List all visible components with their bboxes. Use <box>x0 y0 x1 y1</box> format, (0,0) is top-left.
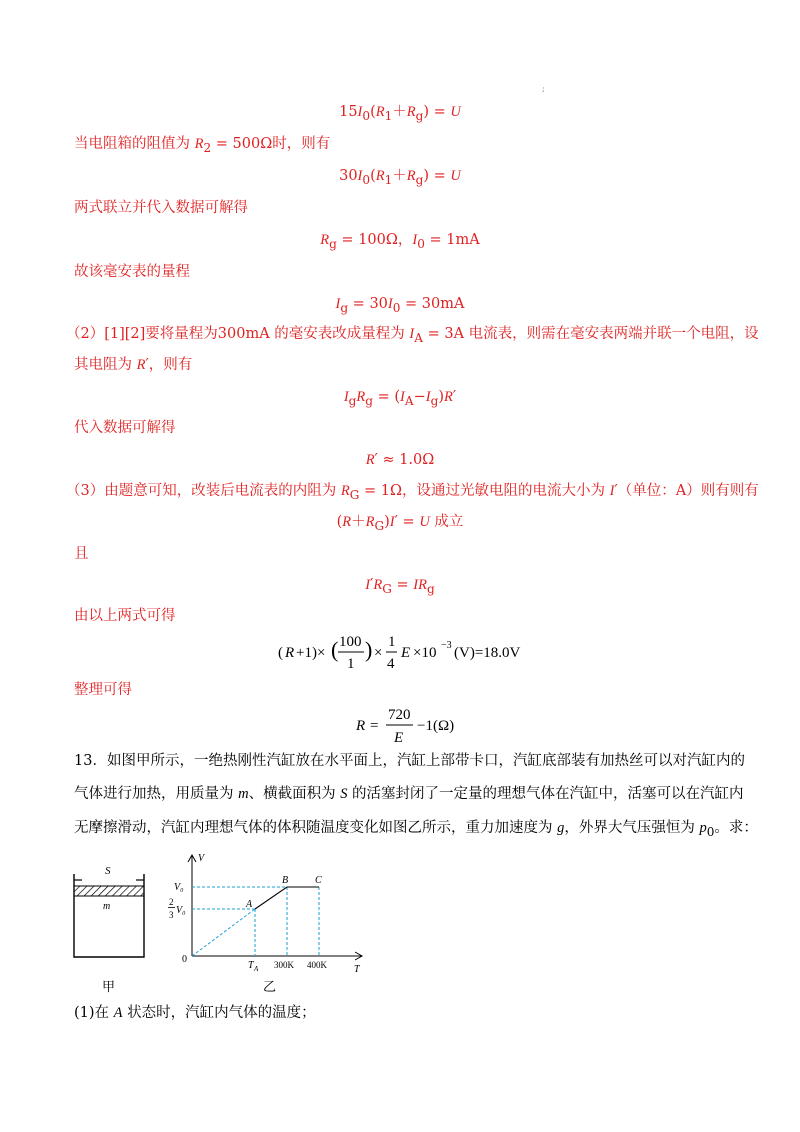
point-B: B <box>282 875 289 886</box>
label-m: m <box>103 901 111 912</box>
figure-cylinder <box>70 860 150 966</box>
svg-text:100: 100 <box>339 634 362 650</box>
xtick-TA-sub: A <box>254 965 259 973</box>
svg-text:E: E <box>394 730 404 746</box>
svg-text:−3: −3 <box>441 640 452 651</box>
text-line-9: 其电阻为 R′，则有 <box>74 357 193 373</box>
point-A: A <box>246 899 253 910</box>
formula-line-5: $R_g = 100\Omega$，$I_0 = 1mA$ <box>320 232 480 251</box>
svg-text:(V)=18.0V: (V)=18.0V <box>454 645 521 661</box>
formula-line-18 <box>276 630 526 674</box>
xtick-TA: T <box>248 960 254 971</box>
svg-text:(: ( <box>278 645 283 661</box>
question-line-2: 气体进行加热，用质量为 m、横截面积为 S 的活塞封闭了一定量的理想气体在汽缸中，活塞可以在汽缸内 <box>74 786 744 802</box>
formula-line-12: R′ ≈ 1.0Ω <box>365 452 435 468</box>
svg-text:(: ( <box>331 637 339 662</box>
xlabel: T <box>354 964 360 975</box>
xtick-400: 400K <box>307 960 327 970</box>
text-line-2: 当电阻箱的阻值为 $R_2 = 500\Omega$时，则有 <box>74 136 331 155</box>
ytick-three: 3 <box>169 910 174 920</box>
svg-text:×: × <box>374 645 383 661</box>
corner-mark: ; <box>542 84 545 93</box>
text-line-4: 两式联立并代入数据可解得 <box>74 200 248 216</box>
svg-text:−1(Ω): −1(Ω) <box>417 718 455 734</box>
caption-jia: 甲 <box>102 980 116 995</box>
ylabel: V <box>198 853 205 864</box>
ytick-V0b: V₀ <box>176 905 186 916</box>
formula-line-14: $(R+R_G)I' = U$ 成立 <box>336 514 464 533</box>
origin: 0 <box>182 954 187 965</box>
formula-line-20 <box>354 702 464 750</box>
svg-text:R: R <box>285 645 295 661</box>
text-line-8: （2）[1][2]要将量程为300mA 的毫安表改成量程为 $I_A = 3A$ 电流表，则需在毫安表两端并联一个电阻，设 <box>66 326 759 345</box>
text-line-15: 且 <box>74 546 89 562</box>
text-line-17: 由以上两式可得 <box>74 608 176 624</box>
svg-text:4: 4 <box>387 656 395 672</box>
ytick-two: 2 <box>169 897 174 907</box>
svg-text:720: 720 <box>388 707 411 723</box>
label-S: S <box>105 865 111 877</box>
ytick-V0: V₀ <box>174 882 184 893</box>
svg-text:+1)×: +1)× <box>296 645 326 661</box>
caption-yi: 乙 <box>263 980 277 995</box>
formula-line-16: $I'R_G = IR_g$ <box>365 577 435 596</box>
svg-text:R: R <box>356 718 366 734</box>
question-line-1: 13．如图甲所示，一绝热刚性汽缸放在水平面上，汽缸上部带卡口，汽缸底部装有加热丝可以对汽缸内的 <box>74 753 745 769</box>
svg-text:×10: ×10 <box>413 645 437 661</box>
svg-text:1: 1 <box>347 656 355 672</box>
svg-text:E: E <box>401 645 411 661</box>
svg-text:): ) <box>365 637 373 662</box>
text-line-13: （3）由题意可知，改装后电流表的内阻为 $R_G = 1\Omega$，设通过光敏电阻的电流大小为 I′（单位：A）则有则有 <box>66 483 759 502</box>
formula-line-10: $I_gR_g = (I_A-I_g)R'$ <box>343 389 457 408</box>
text-line-11: 代入数据可解得 <box>74 420 176 436</box>
svg-text:1: 1 <box>388 634 396 650</box>
question-line-3: 无摩擦滑动，汽缸内理想气体的体积随温度变化如图乙所示，重力加速度为 g，外界大气压强恒为 $p_0$。求： <box>74 820 758 839</box>
svg-text:=: = <box>370 718 379 734</box>
formula-line-3: $30I_0(R_1+R_g) = U$ <box>339 168 461 187</box>
formula-line-7: $I_g = 30I_0 = 30mA$ <box>335 296 465 315</box>
xtick-300: 300K <box>274 960 294 970</box>
point-C: C <box>315 875 322 886</box>
text-line-19: 整理可得 <box>74 682 132 698</box>
formula-line-1: $15I_0(R_1+R_g) = U$ <box>339 104 461 123</box>
figure-vt-graph <box>162 850 372 975</box>
text-line-6: 故该毫安表的量程 <box>74 264 190 280</box>
sub-question-1: (1)在 A 状态时，汽缸内气体的温度； <box>74 1005 316 1021</box>
